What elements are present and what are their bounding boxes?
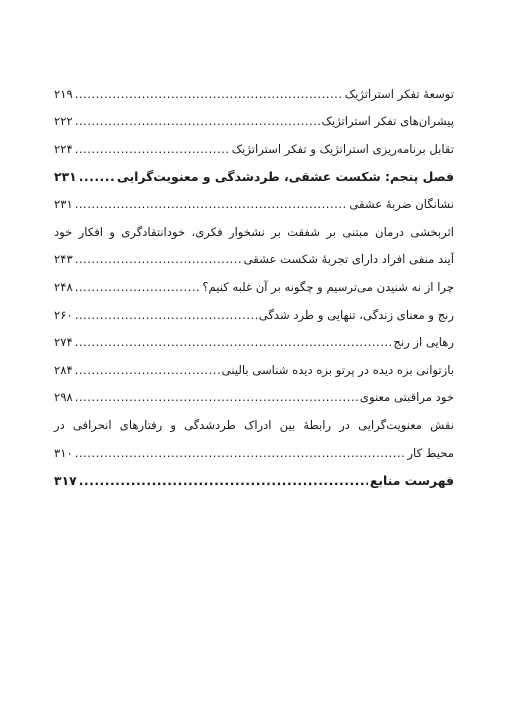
toc-entry[interactable]: [54, 108, 454, 136]
toc-entry-title: اثربخشی درمان مبتنی بر شفقت بر نشخوار فکری، خودانتقادگری و افکار خود: [54, 224, 454, 239]
toc-entry-page: ۲۸۴: [54, 362, 73, 377]
dot-leader: [75, 252, 242, 266]
toc-entry-wrapped-line[interactable]: [54, 411, 454, 439]
toc-entry[interactable]: [54, 80, 454, 108]
toc-entry-title: نشانگان ضربهٔ عشقی: [349, 197, 454, 212]
toc-entry[interactable]: [54, 135, 454, 163]
toc-entry-page: ۲۶۰: [54, 307, 73, 322]
toc-entry-page: ۳۱۷: [54, 472, 77, 488]
toc-entry[interactable]: [54, 439, 454, 467]
toc-entry-title: نقش معنویت‌گرایی در رابطهٔ بین ادراک طردشدگی و رفتارهای انحرافی در: [54, 417, 454, 432]
toc-entry-title: رهایی از رنج: [393, 335, 454, 350]
toc-entry-title: چرا از نه شنیدن می‌ترسیم و چگونه بر آن غلبه کنیم؟: [202, 279, 454, 294]
toc-entry-page: ۲۱۹: [54, 86, 73, 101]
toc-entry-page: ۲۴۸: [54, 279, 73, 294]
toc-entry[interactable]: [54, 301, 454, 329]
toc-entry-title: رنج و معنای زندگی، تنهایی و طرد شدگی: [258, 307, 454, 322]
toc-entry-page: ۲۳۱: [54, 169, 77, 185]
dot-leader: [79, 473, 368, 488]
toc-entry-wrapped-line[interactable]: [54, 218, 454, 246]
toc-entry-title: فهرست منابع: [369, 472, 454, 488]
toc-entry-title: محیط کار: [407, 445, 454, 460]
dot-leader: [75, 87, 343, 101]
dot-leader: [79, 169, 115, 184]
dot-leader: [75, 114, 320, 128]
dot-leader: [75, 446, 406, 460]
toc-entry[interactable]: [54, 356, 454, 384]
dot-leader: [75, 363, 220, 377]
toc-entry-page: ۲۲۴: [54, 141, 73, 156]
toc-entry-title: آیند منفی افراد دارای تجربهٔ شکست عشقی: [243, 252, 454, 267]
toc-entry-page: ۲۳۱: [54, 197, 73, 212]
toc-entry-title: تقابل برنامه‌ریزی استراتژیک و تفکر استراتژیک: [231, 141, 454, 156]
toc-entry-page: ۳۱۰: [54, 445, 73, 460]
dot-leader: [75, 390, 358, 404]
toc-entry-title: توسعهٔ تفکر استراتژیک: [344, 86, 454, 101]
toc-entry-page: ۲۹۸: [54, 390, 73, 405]
toc-entry-title: خود مراقبتی معنوی: [359, 390, 454, 405]
toc-entry[interactable]: [54, 190, 454, 218]
toc-entry-page: ۲۴۳: [54, 252, 73, 267]
toc-entry-title: فصل پنجم: شکست عشقی، طردشدگی و معنویت‌گرایی: [116, 169, 454, 185]
toc-entry-title: بازتوانی بزه دیده در پرتو بزه دیده شناسی بالینی: [221, 362, 454, 377]
toc-chapter-heading[interactable]: [54, 466, 454, 494]
toc-entry[interactable]: [54, 384, 454, 412]
toc-entry-page: ۲۲۲: [54, 114, 73, 129]
dot-leader: [75, 280, 201, 294]
dot-leader: [75, 308, 257, 322]
toc-chapter-heading[interactable]: [54, 163, 454, 191]
toc-entry-page: ۲۷۴: [54, 335, 73, 350]
toc-entry[interactable]: [54, 246, 454, 274]
table-of-contents: [54, 80, 454, 494]
dot-leader: [75, 197, 348, 211]
toc-entry-title: پیشران‌های تفکر استراتژیک: [321, 114, 454, 129]
dot-leader: [75, 335, 392, 349]
toc-entry[interactable]: [54, 328, 454, 356]
dot-leader: [75, 142, 230, 156]
toc-entry[interactable]: [54, 273, 454, 301]
